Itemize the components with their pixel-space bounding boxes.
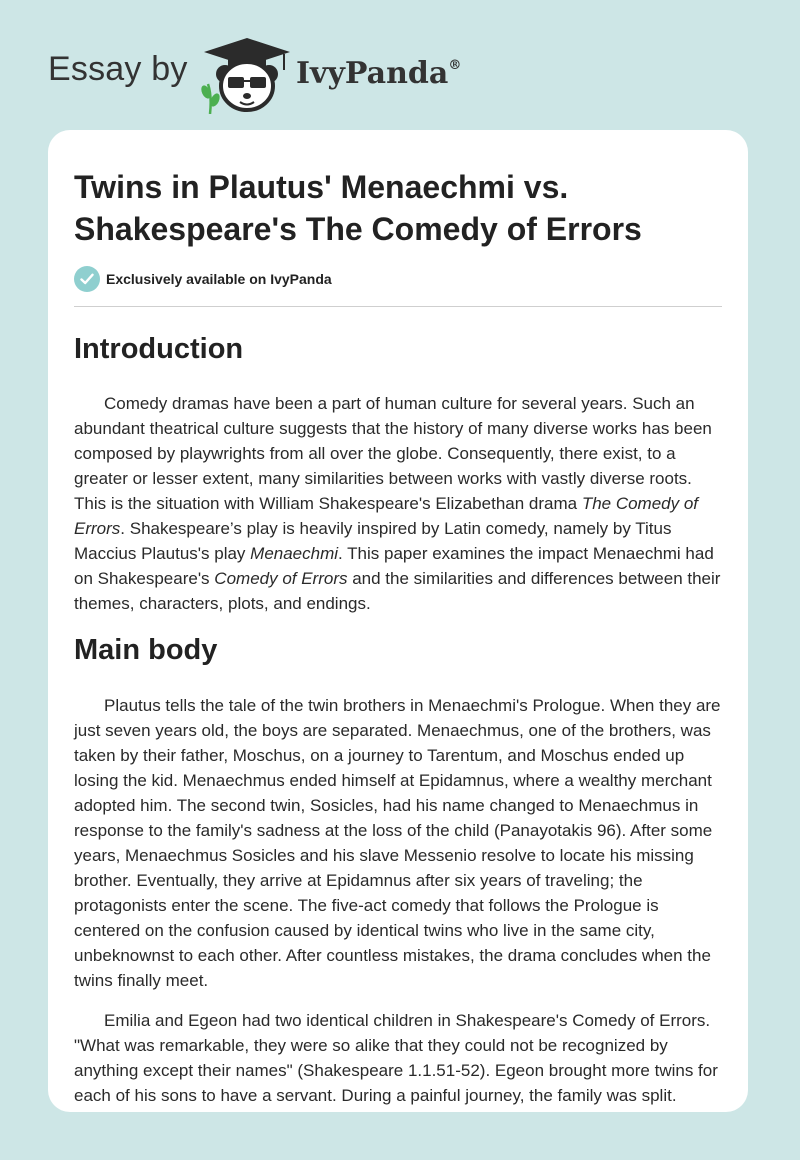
brand-name[interactable]: IvyPanda® — [296, 56, 462, 91]
exclusive-badge — [74, 266, 722, 292]
badge-text: Exclusively available on IvyPanda — [106, 271, 332, 287]
paragraph: Comedy dramas have been a part of human culture for several years. Such an abundant theatrical culture suggests that the history of many diverse works has been composed by playwrights from all over the globe. Consequently, there exist, to a greater or lesser extent, many similarities between works with vastly diverse roots. This is the situation with William Shakespeare's Elizabethan drama The Comedy of Errors. Shakespeare’s play is heavily inspired by Latin comedy, namely by Titus Maccius Plautus's play Menaechmi. This paper examines the impact Menaechmi had on Shakespeare's Comedy of Errors and the similarities and differences between their themes, characters, plots, and endings. — [74, 394, 721, 613]
page-title: Twins in Plautus' Menaechmi vs. Shakespeare's The Comedy of Errors — [74, 169, 642, 247]
section-heading: Introduction — [74, 333, 244, 365]
site-header — [0, 0, 800, 130]
check-icon — [74, 266, 100, 292]
paragraph: Emilia and Egeon had two identical children in Shakespeare's Comedy of Errors. "What was remarkable, they were so alike that they could not be recognized by anything except their names" (Shakespeare 1.1.51-52). Egeon brought more twins for each of his sons to have a servant. During a painful journey, the family was split. — [74, 1011, 718, 1105]
article-card — [48, 130, 748, 1112]
essay-by-label: Essay by — [48, 50, 188, 88]
divider — [74, 306, 722, 307]
registered-mark: ® — [448, 58, 462, 73]
panda-logo-icon[interactable] — [200, 36, 294, 114]
section-heading: Main body — [74, 634, 218, 666]
paragraph: Plautus tells the tale of the twin brothers in Menaechmi's Prologue. When they are just seven years old, the boys are separated. Menaechmus, one of the brothers, was taken by their father, Moschus, on a journey to Tarentum, and Moschus ended up losing the kid. Menaechmus ended himself at Epidamnus, where a wealthy merchant adopted him. The second twin, Sosicles, had his name changed to Menaechmus in response to the family's sadness at the loss of the child (Panayotakis 96). After some years, Menaechmus Sosicles and his slave Messenio resolve to locate his missing brother. Eventually, they arrive at Epidamnus after six years of traveling; the protagonists enter the scene. The five-act comedy that follows the Prologue is centered on the confusion caused by identical twins who live in the same city, unbeknownst to each other. After countless mistakes, the drama concludes when the twins finally meet. — [74, 696, 721, 990]
